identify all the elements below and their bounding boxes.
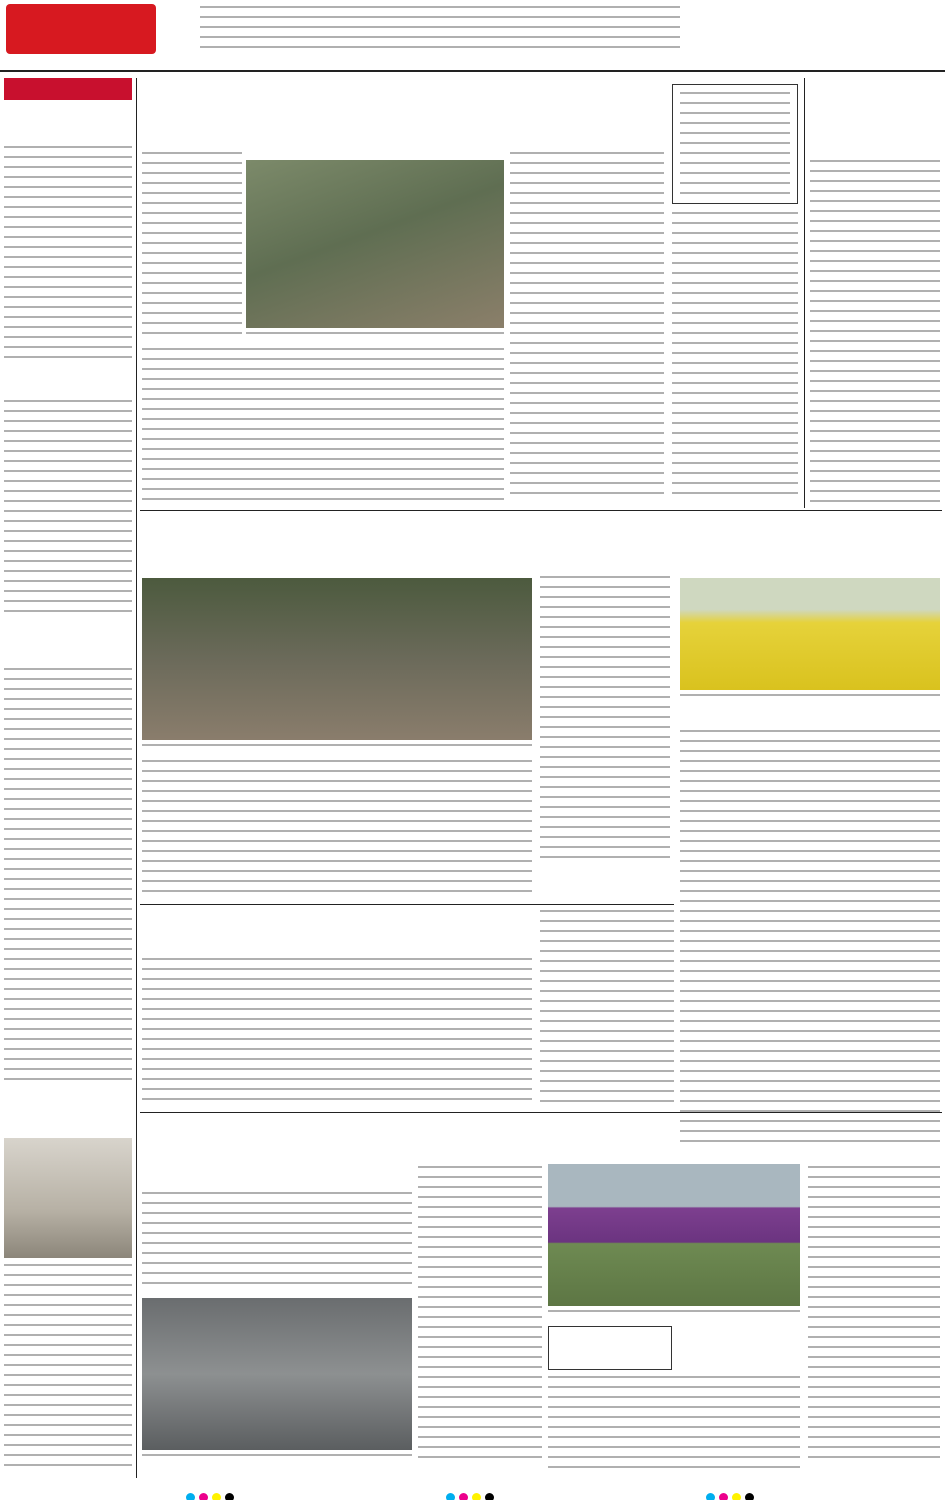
factory-callout-box [548, 1326, 672, 1370]
right-body [810, 160, 940, 506]
main-body-col [510, 152, 664, 502]
vaccination-body [142, 760, 532, 900]
row-divider [140, 510, 942, 511]
sidebar-photo [4, 1138, 132, 1258]
factory-body [548, 1376, 800, 1468]
vaccination-caption [142, 744, 532, 754]
sidebar-body [4, 146, 132, 366]
row-divider [140, 1112, 942, 1113]
lower-left-body [142, 958, 532, 1108]
road-photo [142, 1298, 412, 1450]
vaccination-photo [142, 578, 532, 740]
mustard-body [680, 730, 940, 1150]
registration-mark-icon [184, 1487, 236, 1497]
main-headline [142, 80, 662, 142]
sidebar-headline [4, 1096, 132, 1132]
factory-photo [548, 1164, 800, 1306]
sidebar-body [4, 400, 132, 620]
road-photo-caption [142, 1454, 412, 1464]
logo [6, 4, 156, 54]
main-photo-caption [246, 332, 504, 342]
main-body-col [142, 348, 504, 504]
column-divider [136, 78, 137, 1478]
masthead-rule [0, 70, 945, 72]
factory-photo-caption [548, 1310, 800, 1320]
mustard-field-caption [680, 694, 940, 704]
sidebar [4, 78, 132, 1478]
bottom-middle-body [418, 1166, 542, 1466]
mustard-field-photo [680, 578, 940, 690]
sidebar-headline [4, 628, 132, 664]
bottom-right-headline [420, 1116, 940, 1160]
main-highlights-text [680, 92, 790, 196]
middle-center-headline [540, 514, 670, 570]
footer [0, 1484, 945, 1500]
lower-center-body [540, 910, 674, 1108]
sidebar-body [4, 668, 132, 1088]
middle-left-headline [142, 514, 532, 570]
right-headline [810, 82, 940, 154]
bottom-left-body [142, 1192, 412, 1292]
lower-left-headline [142, 908, 532, 952]
masthead [0, 0, 945, 72]
bottom-left-headline [142, 1116, 412, 1188]
row-divider [140, 904, 674, 905]
middle-center-body [540, 576, 670, 866]
masthead-teaser [200, 6, 680, 56]
sidebar-headline [4, 106, 132, 142]
middle-right-sub-headline [810, 708, 940, 726]
sidebar-headline [4, 374, 132, 396]
main-body-col [142, 152, 242, 342]
middle-right-headline [678, 514, 940, 570]
registration-mark-icon [704, 1487, 756, 1497]
sidebar-heading-bar [4, 78, 132, 100]
bottom-right-body [808, 1166, 940, 1466]
sidebar-body [4, 1264, 132, 1474]
main-body-col [672, 212, 798, 502]
column-divider [804, 78, 805, 508]
lower-center-headline [540, 870, 674, 902]
main-photo [246, 160, 504, 328]
registration-mark-icon [444, 1487, 496, 1497]
